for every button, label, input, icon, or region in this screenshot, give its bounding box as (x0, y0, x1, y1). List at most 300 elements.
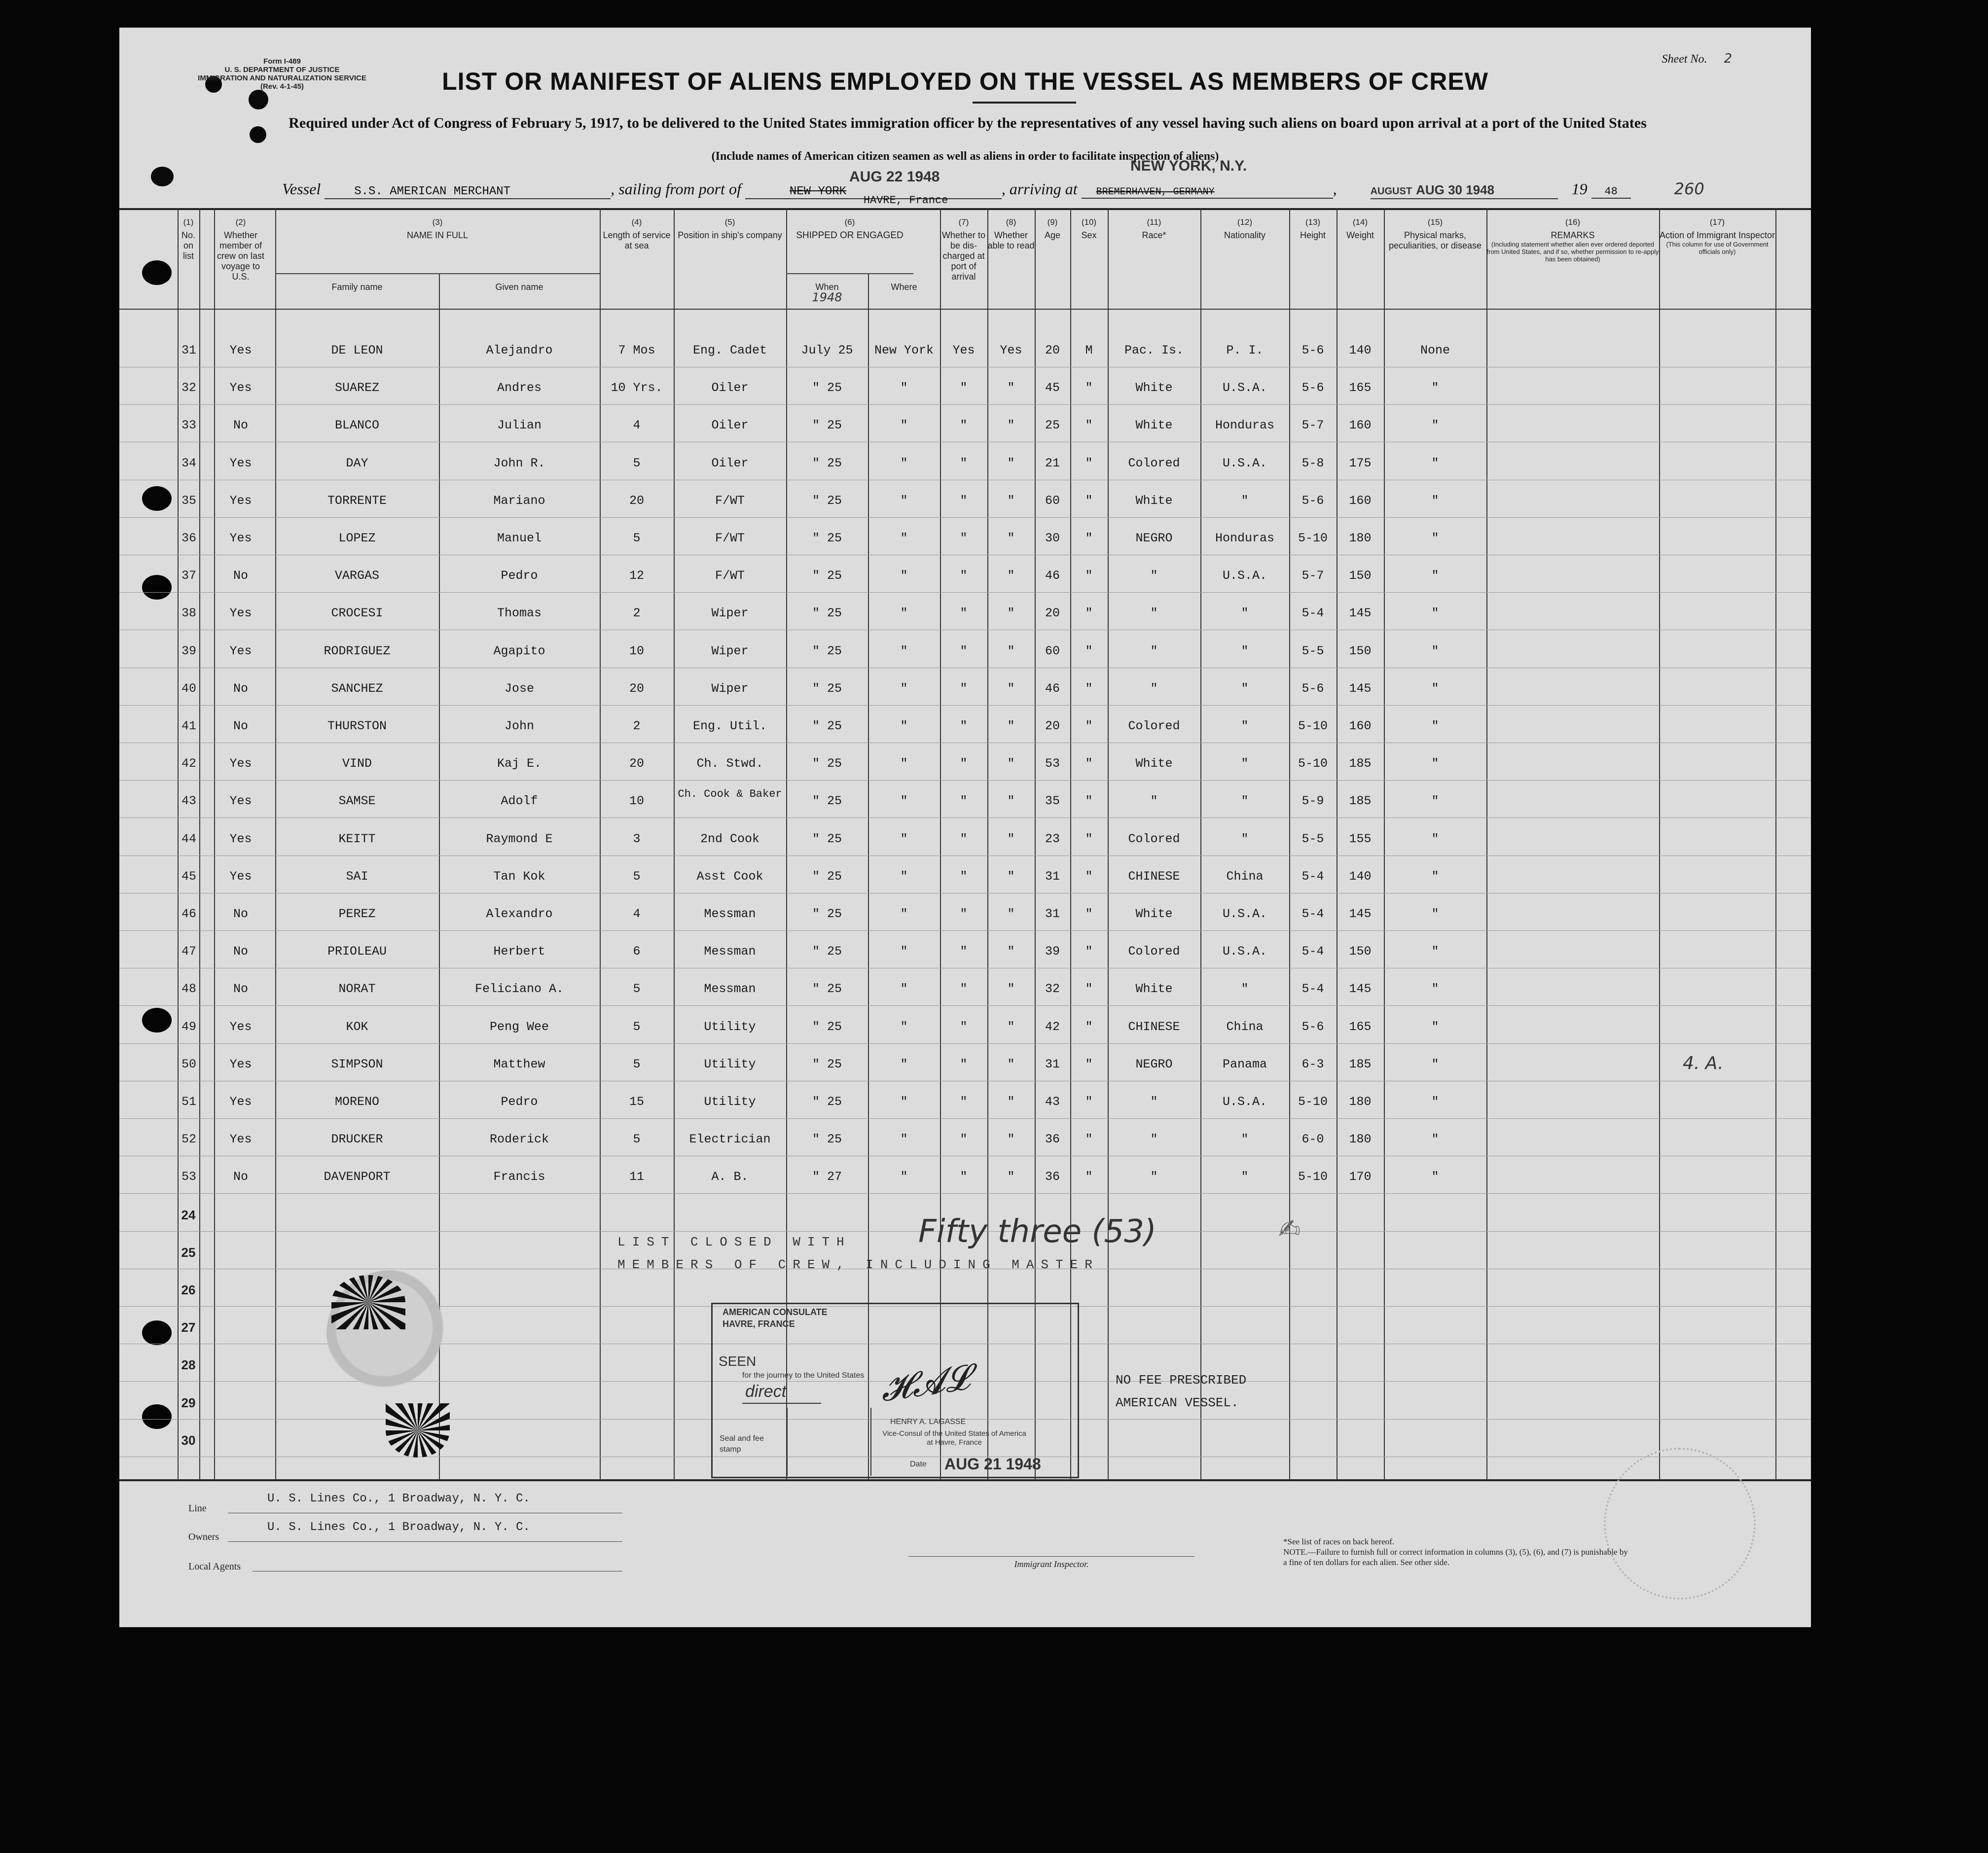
family-name: CROCESI (331, 606, 383, 621)
row-number: 37 (181, 569, 196, 583)
given-name: Feliciano A. (474, 982, 564, 997)
sex: " (1085, 982, 1093, 997)
age: 53 (1045, 756, 1060, 771)
row-rule (119, 1043, 1811, 1044)
able-to-read: " (1007, 418, 1015, 433)
closing-line-2: MEMBERS OF CREW, INCLUDING MASTER (617, 1257, 1099, 1272)
vessel-name: S.S. AMERICAN MERCHANT (325, 185, 611, 199)
height: 5-5 (1301, 643, 1324, 658)
able-to-read: " (1007, 719, 1015, 733)
age: 36 (1045, 1170, 1060, 1184)
consulate-direct: direct (745, 1382, 787, 1401)
empty-row-number: 27 (181, 1320, 196, 1335)
weight: 160 (1349, 418, 1372, 433)
row-number: 40 (181, 681, 196, 696)
nationality: " (1241, 681, 1249, 696)
header-no: (1) No. on list (181, 217, 195, 261)
sailing-port-crossed: NEW YORK (789, 185, 847, 198)
nationality: Honduras (1215, 418, 1275, 433)
service-length: 20 (629, 493, 644, 508)
last-voyage: Yes (229, 831, 252, 846)
discharged: Yes (952, 343, 975, 357)
shipped-where: " (900, 869, 908, 884)
footer-line (188, 1492, 632, 1514)
race: Colored (1128, 944, 1180, 959)
age: 39 (1045, 944, 1060, 959)
last-voyage: Yes (229, 606, 252, 621)
closing-handwritten-count: Fifty three (53) (918, 1213, 1157, 1250)
shipped-when: " 25 (812, 381, 842, 395)
nationality: " (1241, 493, 1249, 508)
shipped-when: " 25 (812, 681, 842, 696)
include-note: (Include names of American citizen seamen as well as aliens in order to facilitate inspection of aliens) (711, 150, 1219, 163)
race: White (1135, 418, 1173, 433)
header-position: (5) Position in ship's company (678, 217, 782, 240)
height: 5-4 (1301, 944, 1324, 959)
last-voyage: No (233, 907, 248, 921)
document-title: LIST OR MANIFEST OF ALIENS EMPLOYED ON THE VESSEL AS MEMBERS OF CREW (442, 68, 1488, 95)
given-name: Alexandro (486, 907, 553, 921)
family-name: KOK (346, 1019, 368, 1034)
sailing-label: , sailing from port of (611, 180, 741, 198)
able-to-read: " (1007, 1170, 1015, 1184)
year-value: 48 (1591, 185, 1631, 199)
shipped-where: " (900, 643, 908, 658)
inspector-signature-line (908, 1556, 1194, 1557)
position: Oiler (711, 418, 749, 433)
given-name: Matthew (493, 1057, 545, 1071)
discharged: " (960, 907, 968, 921)
physical-marks: " (1431, 531, 1439, 545)
age: 31 (1045, 907, 1060, 921)
able-to-read: " (1007, 1132, 1015, 1147)
weight: 165 (1349, 381, 1372, 395)
stamp-divider (870, 1408, 871, 1476)
service-length: 3 (633, 831, 641, 846)
height: 5-6 (1301, 1019, 1324, 1034)
service-length: 5 (633, 531, 641, 545)
physical-marks: " (1431, 794, 1439, 809)
last-voyage: No (233, 982, 248, 997)
binder-hole (142, 486, 172, 511)
nationality: Honduras (1215, 531, 1275, 545)
physical-marks: " (1431, 381, 1439, 395)
year-prefix: 19 (1571, 180, 1588, 198)
race: Colored (1128, 456, 1180, 470)
header-race: (11) Race* (1142, 217, 1166, 240)
height: 5-4 (1301, 606, 1324, 621)
row-number: 49 (181, 1019, 196, 1034)
inspector-label: Immigrant Inspector. (1014, 1559, 1089, 1569)
form-number: Form I-489 (263, 57, 301, 66)
service-length: 5 (633, 1019, 641, 1034)
last-voyage: Yes (229, 531, 252, 545)
age: 42 (1045, 1019, 1060, 1034)
form-revision: (Rev. 4-1-45) (260, 82, 304, 91)
given-name: Pedro (501, 1095, 538, 1109)
nationality: " (1241, 831, 1249, 846)
shipped-where: " (900, 456, 908, 470)
position: Wiper (711, 681, 749, 696)
position: Utility (704, 1019, 756, 1034)
shipped-when: " 25 (812, 982, 842, 997)
able-to-read: " (1007, 1019, 1015, 1034)
consulate-line-2: HAVRE, FRANCE (723, 1319, 795, 1329)
last-voyage: Yes (229, 643, 252, 658)
shipped-where: " (900, 794, 908, 809)
shipped-when: " 25 (812, 756, 842, 771)
row-rule (119, 592, 1811, 593)
shipped-where: " (900, 719, 908, 733)
family-name: KEITT (338, 831, 376, 846)
shipped-where: " (900, 681, 908, 696)
physical-marks: " (1431, 907, 1439, 921)
shipped-where: " (900, 944, 908, 959)
header-service: (4) Length of service at sea (603, 217, 671, 250)
nationality: " (1241, 719, 1249, 733)
empty-row-number: 25 (181, 1245, 196, 1260)
physical-marks: " (1431, 719, 1439, 733)
nationality: China (1226, 869, 1264, 884)
nationality: U.S.A. (1222, 569, 1267, 583)
height: 5-4 (1301, 982, 1324, 997)
table-bottom-rule (119, 1479, 1811, 1481)
name-header-divider (275, 273, 600, 274)
position: Electrician (689, 1132, 771, 1147)
sex: " (1085, 794, 1093, 809)
page-number: 260 (1674, 179, 1704, 198)
position: Asst Cook (696, 869, 763, 884)
race: " (1150, 1095, 1158, 1109)
service-length: 4 (633, 418, 641, 433)
sex: " (1085, 606, 1093, 621)
race: " (1150, 643, 1158, 658)
sex: " (1085, 756, 1093, 771)
shipped-where: " (900, 569, 908, 583)
physical-marks: " (1431, 1057, 1439, 1071)
discharged: " (960, 869, 968, 884)
given-name: Raymond E (486, 831, 553, 846)
shipped-when: " 25 (812, 643, 842, 658)
height: 6-0 (1301, 1132, 1324, 1147)
age: 60 (1045, 643, 1060, 658)
footer-line-label: Line (188, 1503, 207, 1514)
binder-hole (142, 260, 172, 285)
date-stamp: AUG 30 1948 (1416, 182, 1495, 197)
discharged: " (960, 1057, 968, 1071)
nationality: " (1241, 794, 1249, 809)
position: Eng. Cadet (692, 343, 767, 357)
sex: " (1085, 1019, 1093, 1034)
footer-owners-value: U. S. Lines Co., 1 Broadway, N. Y. C. (267, 1521, 530, 1534)
age: 36 (1045, 1132, 1060, 1147)
age: 23 (1045, 831, 1060, 846)
row-number: 48 (181, 982, 196, 997)
given-name: Manuel (497, 531, 542, 545)
row-rule (119, 1118, 1811, 1119)
last-voyage: Yes (229, 1132, 252, 1147)
empty-row-number: 28 (181, 1357, 196, 1373)
discharged: " (960, 1132, 968, 1147)
shipped-where: " (900, 381, 908, 395)
physical-marks: " (1431, 1019, 1439, 1034)
header-weight: (14) Weight (1346, 217, 1374, 240)
column-divider (1486, 208, 1487, 1480)
position: F/WT (715, 493, 745, 508)
header-shipped: (6) SHIPPED OR ENGAGED (796, 217, 904, 241)
age: 43 (1045, 1095, 1060, 1109)
able-to-read: " (1007, 456, 1015, 470)
position: Messman (704, 907, 756, 921)
department-name: U. S. DEPARTMENT OF JUSTICE (224, 66, 340, 74)
given-name: Julian (497, 418, 542, 433)
shipped-header-divider (786, 273, 913, 274)
weight: 155 (1349, 831, 1372, 846)
race: NEGRO (1135, 1057, 1173, 1071)
given-name: John (504, 719, 534, 733)
given-name: Peng Wee (489, 1019, 549, 1034)
row-number: 35 (181, 493, 196, 508)
service-length: 2 (633, 606, 641, 621)
height: 5-9 (1301, 794, 1324, 809)
weight: 170 (1349, 1170, 1372, 1184)
row-number: 47 (181, 944, 196, 959)
stamp-divider (787, 1408, 788, 1476)
shipped-when: " 25 (812, 493, 842, 508)
consulate-seal-label: Seal and fee stamp (720, 1434, 764, 1454)
service-length: 5 (633, 1057, 641, 1071)
service-length: 15 (629, 1095, 644, 1109)
given-name: Agapito (493, 643, 545, 658)
footer-agents-label: Local Agents (188, 1561, 241, 1572)
header-age: (9) Age (1044, 217, 1061, 240)
row-number: 41 (181, 719, 196, 733)
physical-marks: " (1431, 1095, 1439, 1109)
given-name: Tan Kok (493, 869, 545, 884)
given-name: Andres (497, 381, 542, 395)
sex: " (1085, 418, 1093, 433)
row-number: 45 (181, 869, 196, 884)
height: 5-10 (1298, 531, 1328, 545)
age: 20 (1045, 343, 1060, 357)
nationality: " (1241, 982, 1249, 997)
physical-marks: " (1431, 643, 1439, 658)
position: Ch. Stwd. (696, 756, 763, 771)
service-length: 4 (633, 907, 641, 921)
column-divider (199, 208, 200, 1480)
physical-marks: " (1431, 569, 1439, 583)
weight: 185 (1349, 756, 1372, 771)
note-races: *See list of races on back hereof. (1283, 1537, 1395, 1546)
height: 5-10 (1298, 1170, 1328, 1184)
given-name: Pedro (501, 569, 538, 583)
row-number: 43 (181, 794, 196, 809)
shipped-when: " 25 (812, 418, 842, 433)
age: 25 (1045, 418, 1060, 433)
discharged: " (960, 643, 968, 658)
sailing-stamp: AUG 22 1948 (849, 169, 940, 185)
given-name: Adolf (501, 794, 538, 809)
date-month: AUGUST (1370, 186, 1412, 197)
shipped-when: July 25 (801, 343, 853, 357)
consulate-journey: for the journey to the United States (742, 1371, 865, 1380)
row-rule (119, 930, 1811, 931)
shipped-where: " (900, 493, 908, 508)
race: " (1150, 681, 1158, 696)
service-name: IMMIGRATION AND NATURALIZATION SERVICE (198, 74, 366, 82)
height: 5-6 (1301, 493, 1324, 508)
sex: " (1085, 493, 1093, 508)
weight: 150 (1349, 569, 1372, 583)
sex: " (1085, 681, 1093, 696)
sailing-port: HAVRE, France (863, 194, 948, 207)
nationality: U.S.A. (1222, 944, 1267, 959)
height: 5-7 (1301, 569, 1324, 583)
footer-notes (1283, 1536, 1628, 1568)
consulate-line-1: AMERICAN CONSULATE (723, 1307, 828, 1317)
race: " (1150, 1132, 1158, 1147)
weight: 145 (1349, 681, 1372, 696)
race: White (1135, 982, 1173, 997)
able-to-read: Yes (1000, 343, 1022, 357)
row-number: 38 (181, 606, 196, 621)
weight: 140 (1349, 869, 1372, 884)
consulate-stamp (711, 1303, 1079, 1478)
sex: " (1085, 869, 1093, 884)
age: 31 (1045, 869, 1060, 884)
last-voyage: Yes (229, 493, 252, 508)
last-voyage: No (233, 418, 248, 433)
shipped-when: " 25 (812, 1132, 842, 1147)
seal-edge (331, 1275, 405, 1329)
service-length: 5 (633, 869, 641, 884)
height: 5-10 (1298, 1095, 1328, 1109)
row-rule (119, 1193, 1811, 1194)
able-to-read: " (1007, 831, 1015, 846)
header-name: (3) NAME IN FULL (406, 217, 469, 240)
family-name: DAVENPORT (324, 1170, 391, 1184)
race: NEGRO (1135, 531, 1173, 545)
given-name: Mariano (493, 493, 545, 508)
row-number: 42 (181, 756, 196, 771)
vessel-line: Vessel S.S. AMERICAN MERCHANT , sailing from port of NEW YORK HAVRE, France , arriving at BREMERHAVEN, GERMANY , AUGUST AUG 30 1948 19 48 260 (282, 179, 1704, 207)
given-name: Roderick (489, 1132, 549, 1147)
given-name: John R. (493, 456, 545, 470)
service-length: 6 (633, 944, 641, 959)
shipped-when: " 25 (812, 907, 842, 921)
height: 5-4 (1301, 869, 1324, 884)
age: 46 (1045, 569, 1060, 583)
note-fine: NOTE.—Failure to furnish full or correct information in columns (3), (5), (6), and (7) is punishable by a fine of ten dollars for each alien. See other side. (1283, 1547, 1628, 1567)
race: CHINESE (1128, 1019, 1180, 1034)
inspector-note: 4. A. (1683, 1053, 1724, 1073)
sex: " (1085, 456, 1093, 470)
service-length: 10 (629, 643, 644, 658)
family-name: VARGAS (334, 569, 379, 583)
sex: " (1085, 381, 1093, 395)
sex: " (1085, 1132, 1093, 1147)
row-number: 50 (181, 1057, 196, 1071)
weight: 180 (1349, 1095, 1372, 1109)
age: 35 (1045, 794, 1060, 809)
physical-marks: " (1431, 606, 1439, 621)
header-when: When 1948 (812, 282, 842, 304)
shipped-where: " (900, 418, 908, 433)
sex: " (1085, 1095, 1093, 1109)
consul-title: Vice-Consul of the United States of America at Havre, France (882, 1429, 1026, 1447)
sex: " (1085, 907, 1093, 921)
able-to-read: " (1007, 493, 1015, 508)
position: F/WT (715, 569, 745, 583)
header-read: (8) Whether able to read (987, 217, 1035, 250)
family-name: MORENO (334, 1095, 379, 1109)
service-length: 2 (633, 719, 641, 733)
able-to-read: " (1007, 1095, 1015, 1109)
discharged: " (960, 831, 968, 846)
race: White (1135, 756, 1173, 771)
nationality: P. I. (1226, 343, 1264, 357)
empty-row-number: 29 (181, 1395, 196, 1410)
arriving-label: , arriving at (1001, 180, 1078, 198)
column-divider (1775, 208, 1776, 1480)
race: Pac. Is. (1124, 343, 1184, 357)
last-voyage: No (233, 944, 248, 959)
last-voyage: Yes (229, 456, 252, 470)
able-to-read: " (1007, 569, 1015, 583)
weight: 150 (1349, 643, 1372, 658)
service-length: 10 Yrs. (611, 381, 663, 395)
position: 2nd Cook (700, 831, 760, 846)
weight: 145 (1349, 982, 1372, 997)
nationality: U.S.A. (1222, 381, 1267, 395)
sex: " (1085, 1057, 1093, 1071)
physical-marks: " (1431, 418, 1439, 433)
header-inspector-action: (17) Action of Immigrant Inspector (This column for use of Government officials only) (1659, 217, 1775, 255)
height: 5-10 (1298, 719, 1328, 733)
given-name: Francis (493, 1170, 545, 1184)
given-name: Herbert (493, 944, 545, 959)
able-to-read: " (1007, 681, 1015, 696)
shipped-where: " (900, 1170, 908, 1184)
last-voyage: Yes (229, 794, 252, 809)
sheet-number-label: Sheet No. (1662, 53, 1707, 66)
last-voyage: Yes (229, 381, 252, 395)
sex: " (1085, 531, 1093, 545)
physical-marks: " (1431, 1132, 1439, 1147)
row-number: 33 (181, 418, 196, 433)
position: F/WT (715, 531, 745, 545)
position: Wiper (711, 606, 749, 621)
shipped-where: " (900, 1057, 908, 1071)
service-length: 20 (629, 756, 644, 771)
physical-marks: " (1431, 456, 1439, 470)
physical-marks: " (1431, 493, 1439, 508)
height: 5-8 (1301, 456, 1324, 470)
given-name: Kaj E. (497, 756, 542, 771)
weight: 140 (1349, 343, 1372, 357)
header-nationality: (12) Nationality (1224, 217, 1266, 240)
family-name: PEREZ (338, 907, 376, 921)
discharged: " (960, 1095, 968, 1109)
header-family-name: Family name (331, 282, 383, 292)
row-number: 34 (181, 456, 196, 470)
empty-row-number: 26 (181, 1283, 196, 1297)
weight: 185 (1349, 1057, 1372, 1071)
header-given-name: Given name (495, 282, 543, 292)
nationality: U.S.A. (1222, 456, 1267, 470)
consul-signature: 𝓗𝓐𝓛 (878, 1357, 973, 1409)
height: 5-7 (1301, 418, 1324, 433)
